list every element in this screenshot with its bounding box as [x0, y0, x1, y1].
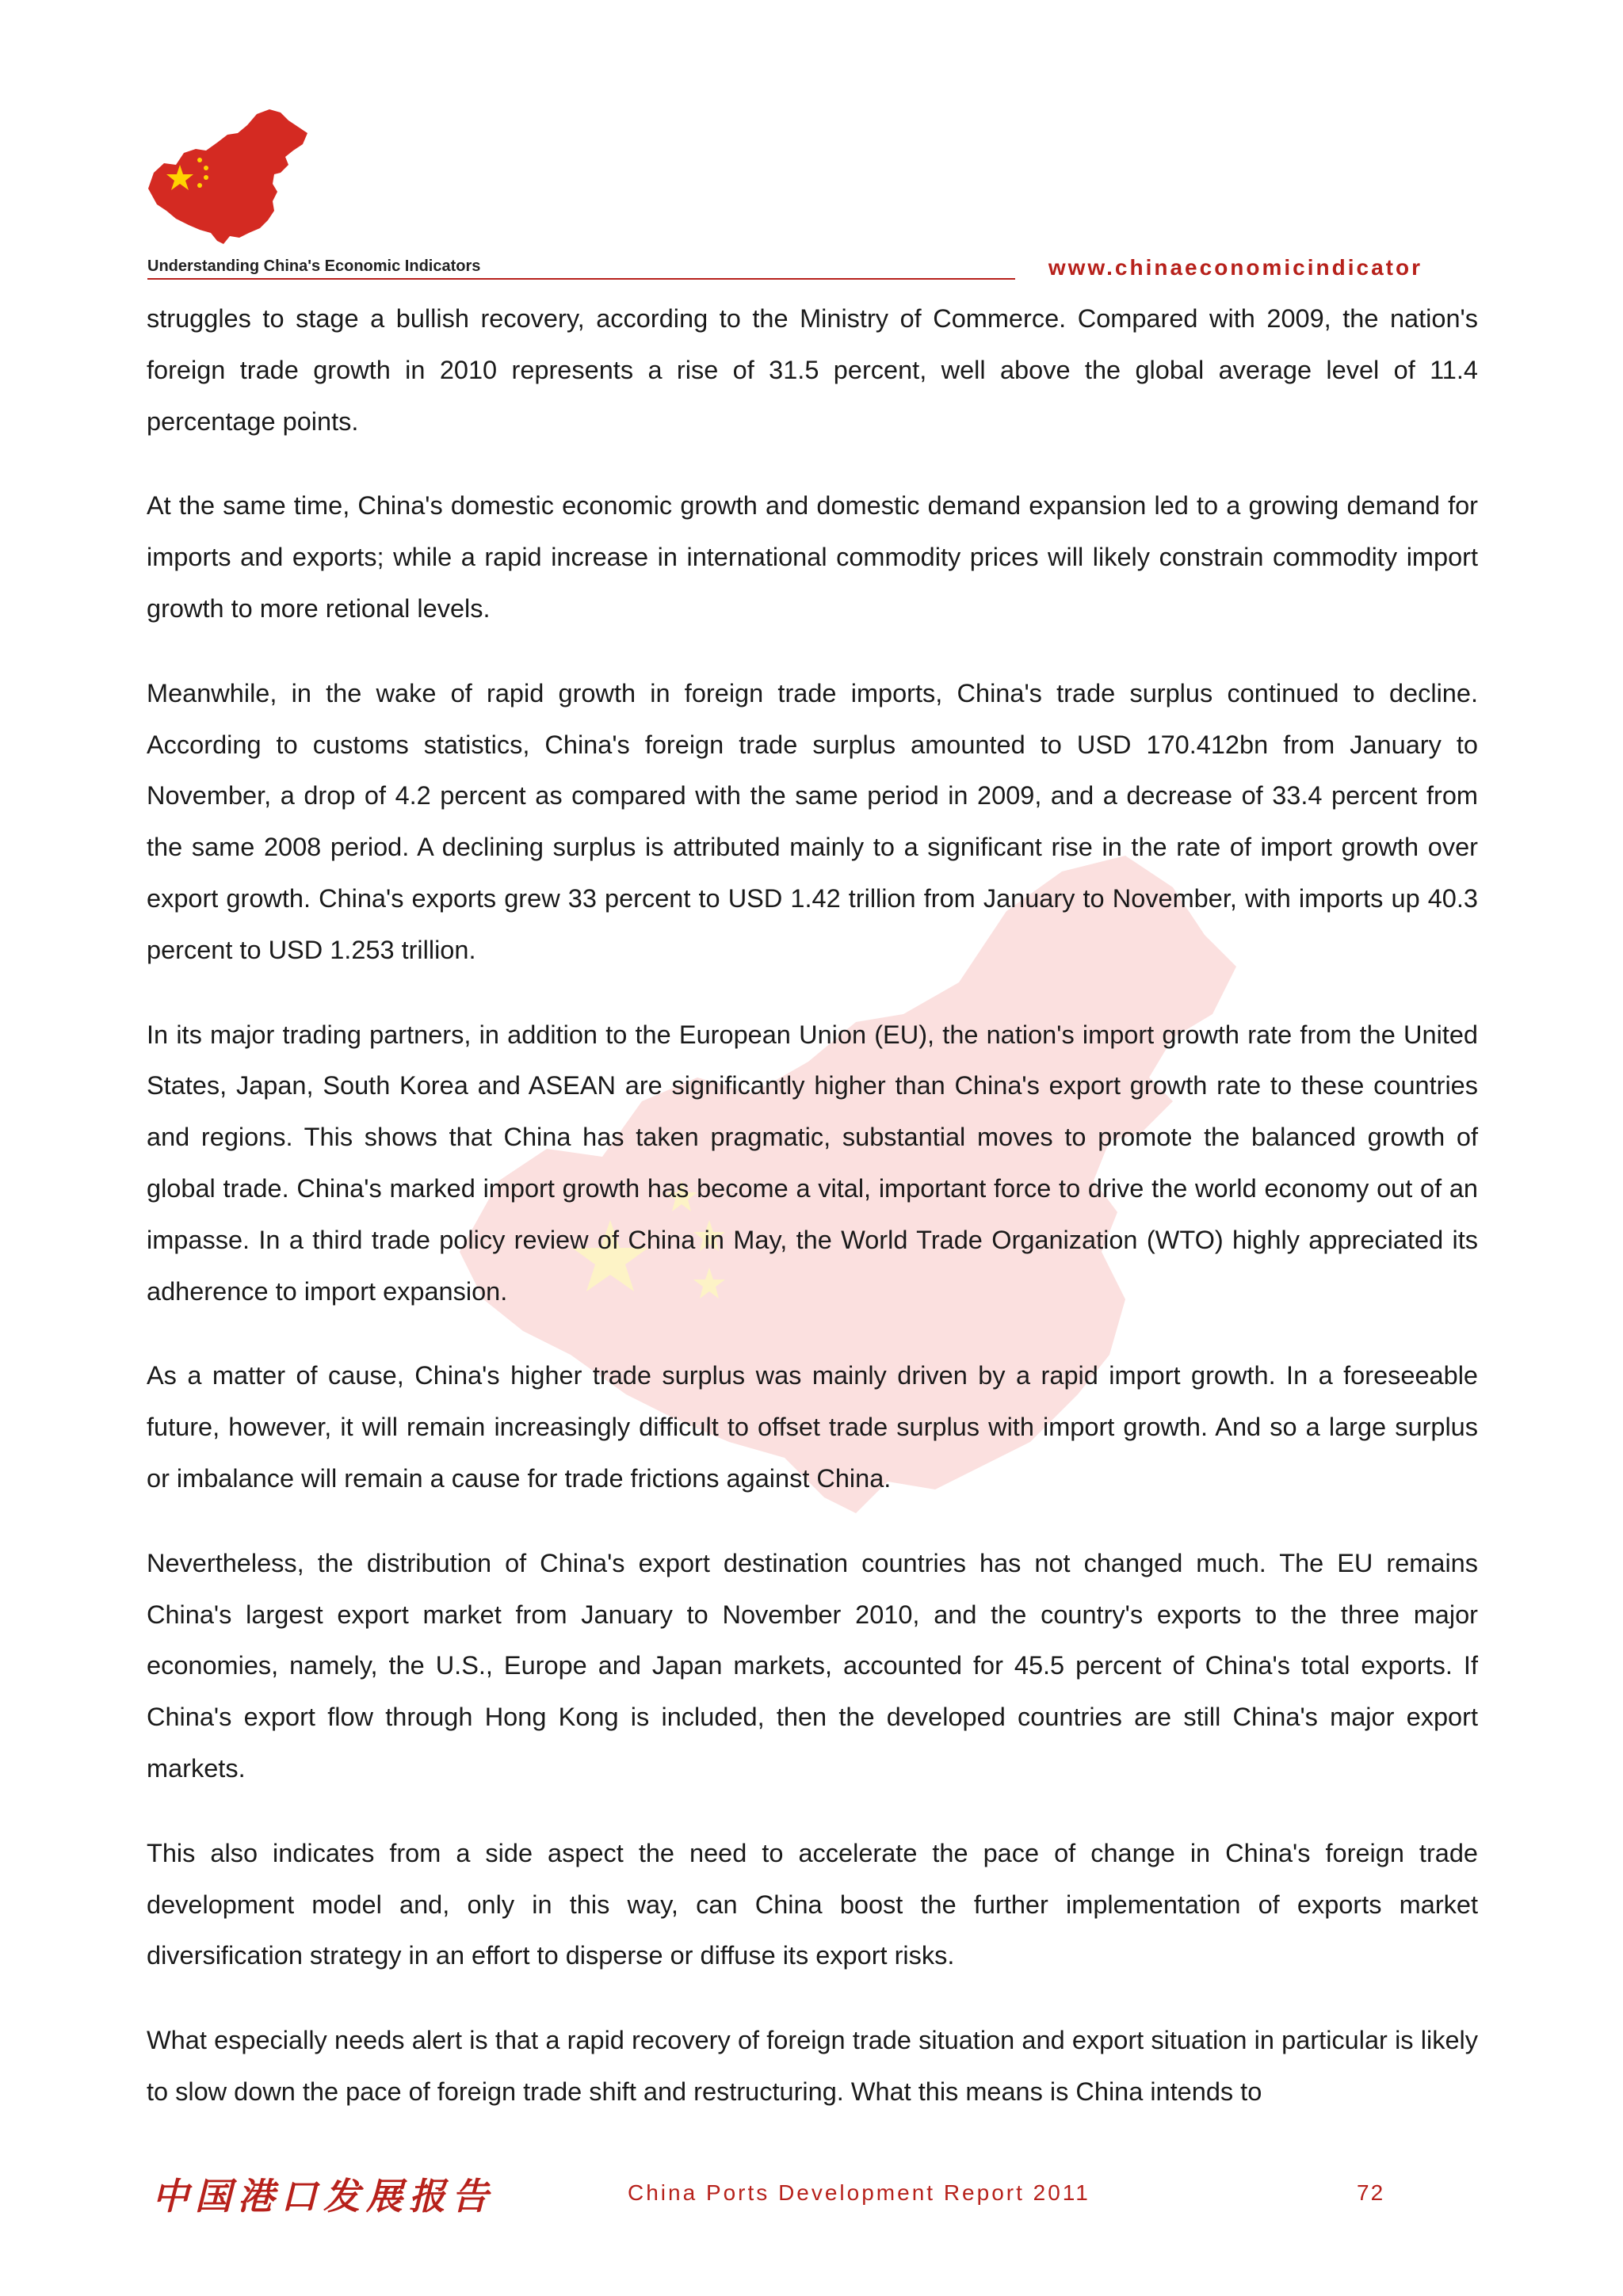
footer-report-title: China Ports Development Report 2011: [628, 2180, 1090, 2205]
paragraph: struggles to stage a bullish recovery, according to the Ministry of Commerce. Compared with 2009, the nation's foreign trade growth in 2010 represents a rise of 31.5 percent, well above the global average level of 11.4 percentage points.: [147, 304, 1478, 436]
paragraph: This also indicates from a side aspect the need to accelerate the pace of change in China's foreign trade development model and, only in this way, can China boost the further implementation of exports market diversification strategy in an effort to disperse or diffuse its export risks.: [147, 1838, 1478, 1970]
header-tagline: Understanding China's Economic Indicators: [147, 257, 481, 275]
paragraph: Meanwhile, in the wake of rapid growth in foreign trade imports, China's trade surplus continued to decline. According to customs statistics, China's foreign trade surplus amounted to USD 170.412bn from January to November, a drop of 4.2 percent as compared with the same period in 2009, and a decrease of 33.4 percent from the same 2008 period. A declining surplus is attributed mainly to a significant rise in the rate of import growth over export growth. China's exports grew 33 percent to USD 1.42 trillion from January to November, with imports up 40.3 percent to USD 1.253 trillion.: [147, 678, 1478, 964]
page-number: 72: [1357, 2180, 1385, 2205]
paragraph: At the same time, China's domestic economic growth and domestic demand expansion led to a growing demand for imports and exports; while a rapid increase in international commodity prices will likely constrain commodity import growth to more retional levels.: [147, 491, 1478, 623]
paragraph: As a matter of cause, China's higher trade surplus was mainly driven by a rapid import growth. In a foreseeable future, however, it will remain increasingly difficult to offset trade surplus with import growth. And so a large surplus or imbalance will remain a cause for trade frictions against China.: [147, 1361, 1478, 1493]
paragraph: In its major trading partners, in addition to the European Union (EU), the nation's import growth rate from the United States, Japan, South Korea and ASEAN are significantly higher than China's export growth rate to these countries and regions. This shows that China has taken pragmatic, substantial moves to promote the balanced growth of global trade. China's marked import growth has become a vital, important force to drive the world economy out of an impasse. In a third trade policy review of China in May, the World Trade Organization (WTO) highly appreciated its adherence to import expansion.: [147, 1020, 1478, 1306]
header-url-link[interactable]: www.chinaeconomicindicator: [1048, 255, 1423, 280]
paragraph: What especially needs alert is that a rapid recovery of foreign trade situation and export situation in particular is likely to slow down the pace of foreign trade shift and restructuring. What this means is China intends to: [147, 2026, 1478, 2106]
paragraph: Nevertheless, the distribution of China's export destination countries has not changed much. The EU remains China's largest export market from January to November 2010, and the country's exports to the three major economies, namely, the U.S., Europe and Japan markets, accounted for 45.5 percent of China's total exports. If China's export flow through Hong Kong is included, then the developed countries are still China's major export markets.: [147, 1548, 1478, 1783]
article-body: [147, 293, 1478, 2151]
footer-chinese-title: 中国港口发展报告: [152, 2175, 495, 2218]
china-map-flag-icon: [144, 109, 311, 248]
header-divider: [147, 278, 1015, 280]
